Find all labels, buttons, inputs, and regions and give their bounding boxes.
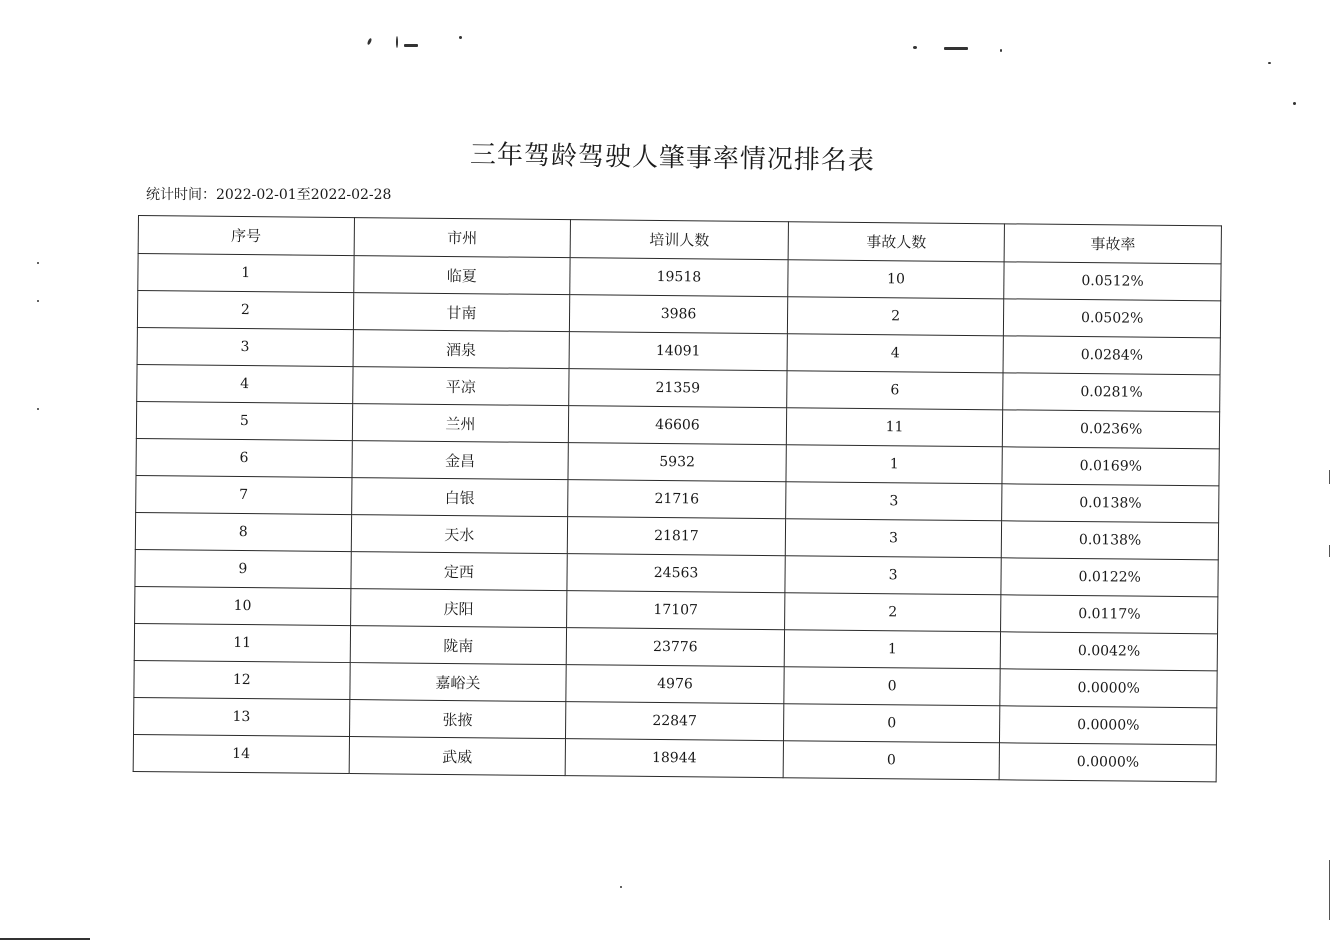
header-seq: 序号 xyxy=(138,216,354,256)
header-city: 市州 xyxy=(354,218,571,258)
cell-trained: 18944 xyxy=(565,739,783,778)
scan-speck xyxy=(620,886,622,888)
cell-city: 临夏 xyxy=(353,256,570,295)
ranking-table-wrap xyxy=(133,215,1222,782)
cell-rate: 0.0138% xyxy=(1002,484,1219,523)
scan-speck xyxy=(1293,102,1296,105)
scan-edge-mark xyxy=(1329,470,1330,484)
table-body xyxy=(133,254,1221,782)
cell-accidents: 2 xyxy=(787,297,1004,336)
cell-city: 白银 xyxy=(351,478,568,517)
cell-rate: 0.0000% xyxy=(1000,706,1217,745)
cell-seq: 9 xyxy=(135,549,351,588)
scan-speck xyxy=(37,262,39,264)
cell-seq: 4 xyxy=(137,364,353,403)
stat-period xyxy=(146,184,391,204)
scan-edge-mark xyxy=(1329,860,1330,920)
cell-rate: 0.0138% xyxy=(1002,521,1219,560)
cell-rate: 0.0042% xyxy=(1001,632,1218,671)
cell-city: 甘南 xyxy=(353,293,570,332)
cell-trained: 4976 xyxy=(566,665,784,704)
cell-rate: 0.0281% xyxy=(1003,373,1220,412)
ranking-table xyxy=(133,215,1222,782)
cell-accidents: 4 xyxy=(787,334,1004,373)
cell-city: 兰州 xyxy=(352,404,569,443)
cell-trained: 19518 xyxy=(570,258,788,297)
scan-speck xyxy=(459,36,462,39)
cell-accidents: 6 xyxy=(786,371,1003,410)
cell-accidents: 0 xyxy=(783,741,1000,780)
stat-period-value: 2022-02-01至2022-02-28 xyxy=(216,187,392,203)
scan-speck xyxy=(37,408,39,410)
scan-speck xyxy=(944,47,968,50)
cell-city: 庆阳 xyxy=(350,589,567,628)
header-trained: 培训人数 xyxy=(570,220,788,260)
document-title: 三年驾龄驾驶人肇事率情况排名表 xyxy=(469,140,876,177)
cell-rate: 0.0512% xyxy=(1004,262,1221,301)
cell-city: 定西 xyxy=(351,552,568,591)
cell-trained: 23776 xyxy=(566,628,784,667)
cell-seq: 3 xyxy=(137,327,353,366)
scan-speck xyxy=(1000,49,1002,52)
cell-seq: 2 xyxy=(137,291,353,330)
cell-seq: 11 xyxy=(134,623,350,662)
cell-city: 陇南 xyxy=(350,626,567,665)
cell-trained: 17107 xyxy=(567,591,785,630)
cell-accidents: 2 xyxy=(784,593,1001,632)
cell-accidents: 3 xyxy=(785,556,1002,595)
cell-rate: 0.0000% xyxy=(999,743,1216,782)
cell-trained: 14091 xyxy=(569,332,787,371)
page-footer-rule xyxy=(0,938,90,940)
cell-accidents: 3 xyxy=(785,519,1002,558)
cell-seq: 13 xyxy=(134,697,350,736)
cell-rate: 0.0000% xyxy=(1000,669,1217,708)
cell-city: 嘉峪关 xyxy=(349,663,566,702)
cell-accidents: 0 xyxy=(784,667,1001,706)
cell-seq: 10 xyxy=(135,586,351,625)
cell-trained: 46606 xyxy=(569,406,787,445)
cell-rate: 0.0236% xyxy=(1003,410,1220,449)
cell-accidents: 1 xyxy=(786,445,1003,484)
scan-edge-mark xyxy=(1329,545,1330,557)
cell-city: 武威 xyxy=(349,737,566,776)
cell-seq: 1 xyxy=(138,254,354,293)
cell-trained: 21716 xyxy=(568,480,786,519)
cell-seq: 14 xyxy=(133,734,349,773)
scan-speck xyxy=(396,36,398,48)
cell-city: 张掖 xyxy=(349,700,566,739)
cell-accidents: 11 xyxy=(786,408,1003,447)
cell-seq: 12 xyxy=(134,660,350,699)
cell-seq: 7 xyxy=(136,475,352,514)
cell-city: 酒泉 xyxy=(353,330,570,369)
scan-speck xyxy=(404,44,418,47)
cell-rate: 0.0502% xyxy=(1004,299,1221,338)
cell-seq: 5 xyxy=(136,401,352,440)
scan-speck xyxy=(367,38,373,46)
cell-rate: 0.0169% xyxy=(1002,447,1219,486)
cell-trained: 21817 xyxy=(567,517,785,556)
cell-trained: 24563 xyxy=(567,554,785,593)
cell-accidents: 0 xyxy=(783,704,1000,743)
cell-trained: 21359 xyxy=(569,369,787,408)
cell-rate: 0.0122% xyxy=(1001,558,1218,597)
cell-trained: 22847 xyxy=(566,702,784,741)
cell-seq: 8 xyxy=(135,512,351,551)
cell-city: 天水 xyxy=(351,515,568,554)
cell-rate: 0.0117% xyxy=(1001,595,1218,634)
cell-trained: 3986 xyxy=(570,295,788,334)
cell-rate: 0.0284% xyxy=(1003,336,1220,375)
scan-speck xyxy=(1268,62,1271,64)
cell-seq: 6 xyxy=(136,438,352,477)
cell-accidents: 10 xyxy=(788,260,1005,299)
scan-speck xyxy=(913,46,917,49)
cell-accidents: 1 xyxy=(784,630,1001,669)
header-accidents: 事故人数 xyxy=(788,222,1005,262)
scan-speck xyxy=(37,300,39,302)
cell-city: 平凉 xyxy=(352,367,569,406)
cell-city: 金昌 xyxy=(352,441,569,480)
cell-trained: 5932 xyxy=(568,443,786,482)
header-rate: 事故率 xyxy=(1004,224,1221,264)
cell-accidents: 3 xyxy=(785,482,1002,521)
stat-period-label: 统计时间： xyxy=(146,187,216,203)
